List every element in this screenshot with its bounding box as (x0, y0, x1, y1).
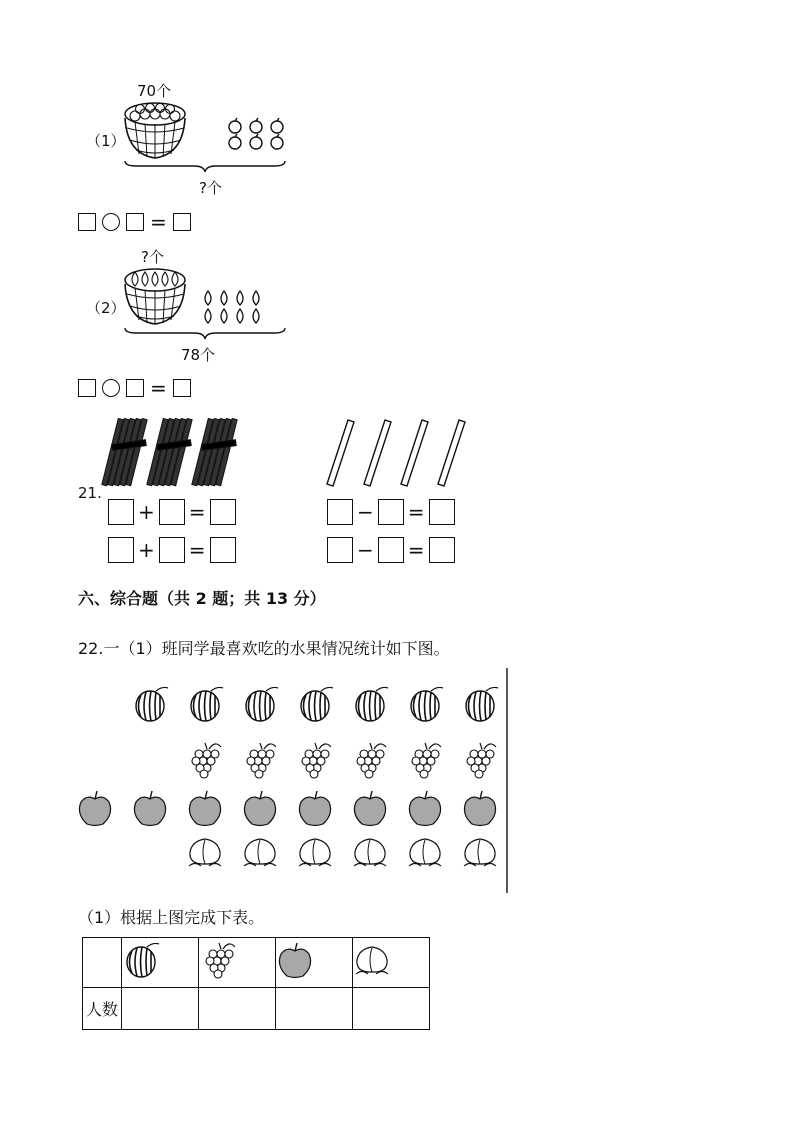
answer-equation-row (78, 212, 191, 232)
answer-box[interactable] (378, 537, 404, 563)
total-count-label: 78个 (181, 346, 216, 364)
operator-circle[interactable] (102, 379, 120, 397)
grapes-icon (192, 743, 221, 778)
equals-sign: = (150, 376, 167, 400)
row-label: 人数 (83, 988, 122, 1030)
stick-bundles-icon (104, 412, 254, 490)
problem-label: （1） (86, 132, 126, 150)
sub-question-text: （1）根据上图完成下表。 (78, 908, 265, 927)
minus-sign: − (357, 538, 374, 562)
plus-sign: + (138, 500, 155, 524)
table-header-watermelon (122, 938, 199, 988)
answer-box[interactable] (429, 537, 455, 563)
operator-circle[interactable] (102, 213, 120, 231)
answer-box[interactable] (429, 499, 455, 525)
grapes-icon (467, 743, 496, 778)
minus-sign: − (357, 500, 374, 524)
apple-icon (79, 791, 110, 826)
answer-box[interactable] (210, 537, 236, 563)
equals-sign: = (188, 538, 206, 562)
basket-unknown-label: ?个 (141, 248, 164, 266)
table-header-grapes (199, 938, 276, 988)
table-header-peach (353, 938, 430, 988)
equals-sign: = (188, 500, 206, 524)
total-unknown-label: ?个 (199, 179, 222, 197)
basket-count-label: 70个 (137, 82, 172, 100)
peach-icon (464, 839, 496, 866)
section-heading: 六、综合题（共 2 题；共 13 分） (78, 589, 326, 608)
fruit-picture-graph (70, 668, 515, 893)
single-sticks-icon (324, 418, 470, 488)
peach-icon (189, 839, 221, 866)
addition-row (108, 499, 236, 525)
fruit-count-table (82, 937, 430, 1030)
watermelon-icon (356, 687, 388, 721)
answer-box[interactable] (126, 379, 144, 397)
answer-cell-watermelon[interactable] (122, 988, 199, 1030)
answer-box[interactable] (173, 213, 191, 231)
answer-box[interactable] (78, 379, 96, 397)
answer-box[interactable] (210, 499, 236, 525)
answer-box[interactable] (126, 213, 144, 231)
plus-sign: + (138, 538, 155, 562)
problem-label: （2） (86, 299, 126, 317)
peach-icon (354, 839, 386, 866)
equals-sign: = (407, 500, 425, 524)
subtraction-row (327, 499, 455, 525)
grapes-icon (302, 743, 331, 778)
answer-box[interactable] (78, 213, 96, 231)
answer-box[interactable] (173, 379, 191, 397)
apple-icon (244, 791, 275, 826)
peach-icon (244, 839, 276, 866)
apple-icon (464, 791, 495, 826)
grapes-icon (357, 743, 386, 778)
equals-sign: = (150, 210, 167, 234)
watermelon-icon (411, 687, 443, 721)
answer-box[interactable] (108, 537, 134, 563)
peach-icon (353, 938, 429, 983)
grapes-icon (199, 938, 275, 983)
watermelon-icon (191, 687, 223, 721)
apple-icon (354, 791, 385, 826)
answer-cell-grapes[interactable] (199, 988, 276, 1030)
addition-row (108, 537, 236, 563)
apple-icon (189, 791, 220, 826)
answer-box[interactable] (159, 499, 185, 525)
total-brace (124, 327, 286, 341)
subtraction-row (327, 537, 455, 563)
watermelon-icon (466, 687, 498, 721)
question-text: 22.一（1）班同学最喜欢吃的水果情况统计如下图。 (78, 639, 450, 658)
equals-sign: = (407, 538, 425, 562)
peach-icon (409, 839, 441, 866)
answer-equation-row (78, 378, 191, 398)
grapes-icon (247, 743, 276, 778)
apple-icon (299, 791, 330, 826)
apple-icon (134, 791, 165, 826)
answer-box[interactable] (378, 499, 404, 525)
grapes-icon (412, 743, 441, 778)
loose-apples-icon (226, 118, 286, 152)
peach-icon (299, 839, 331, 866)
answer-cell-peach[interactable] (353, 988, 430, 1030)
apple-icon (276, 938, 352, 983)
basket-of-apples-icon (121, 100, 191, 162)
answer-box[interactable] (159, 537, 185, 563)
answer-box[interactable] (327, 499, 353, 525)
watermelon-icon (122, 938, 198, 983)
table-header-apple (276, 938, 353, 988)
answer-box[interactable] (327, 537, 353, 563)
watermelon-icon (301, 687, 333, 721)
question-number: 21. (78, 484, 102, 502)
watermelon-icon (246, 687, 278, 721)
basket-of-pears-icon (121, 266, 191, 328)
apple-icon (409, 791, 440, 826)
answer-box[interactable] (108, 499, 134, 525)
answer-cell-apple[interactable] (276, 988, 353, 1030)
watermelon-icon (136, 687, 168, 721)
loose-pears-icon (202, 289, 266, 325)
total-brace (124, 160, 286, 174)
table-corner-cell (83, 938, 122, 988)
